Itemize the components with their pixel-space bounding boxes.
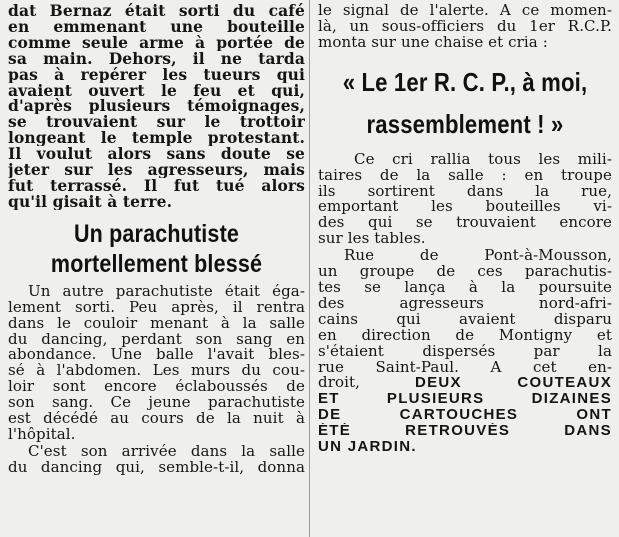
text-line: un groupe de ces parachutis-	[318, 264, 612, 280]
text-line: cains qui avaient disparu	[318, 311, 612, 328]
text-line: abondance. Une balle l'avait bles-	[8, 347, 305, 364]
text-line: monta sur une chaise et cria :	[318, 34, 548, 51]
text-line: Ce cri rallia tous les mili-	[354, 151, 612, 168]
text-line: le signal de l'alerte. A ce momen-	[318, 3, 612, 19]
quote-headline	[318, 65, 612, 141]
left-closing-paragraph	[8, 444, 305, 476]
caps-line: ÉTÉ RETROUVÉS DANS	[318, 423, 612, 440]
right-intro-paragraph	[318, 3, 612, 51]
text-line: pas à repérer les tueurs qui	[8, 66, 305, 83]
text-line: loir sont encore éclaboussés de	[8, 379, 305, 396]
text-line: jeter sur les agresseurs, mais	[8, 162, 305, 178]
text-line: dans le couloir menant à la salle	[8, 315, 305, 332]
text-line: là, un sous-officiers du 1er R.C.P.	[318, 18, 612, 35]
left-intro-paragraph	[8, 3, 305, 210]
text-line: se trouvaient sur le trottoir	[8, 114, 305, 131]
subheadline	[8, 219, 305, 279]
text-line: des agresseurs nord-afri-	[318, 295, 612, 312]
text-line: en emmenant une bouteille	[8, 18, 305, 35]
rally-paragraph	[318, 152, 612, 247]
text-line: en direction de Montigny et	[318, 327, 612, 344]
text-line: est décédé au cours de la nuit à	[8, 411, 305, 427]
text-line: C'est son arrivée dans la salle	[28, 443, 305, 460]
text-line: s'étaient dispersés par la	[318, 343, 612, 360]
right-column	[318, 0, 612, 455]
text-line: lement sorti. Peu après, il rentra	[8, 299, 305, 316]
text-line: l'hôpital.	[8, 426, 76, 443]
caps-line: ET PLUSIEURS DIZAINES	[318, 391, 612, 408]
text-line: Il voulut alors sans doute se	[8, 146, 305, 163]
text-line: ils sortirent dans la rue,	[318, 183, 612, 200]
text-line: tes se lança à la poursuite	[318, 279, 612, 296]
text-line: Un autre parachutiste était éga-	[28, 283, 305, 300]
left-column	[8, 0, 305, 476]
subheadline-line: mortellement blessé	[50, 249, 263, 278]
street-paragraph	[318, 248, 612, 391]
text-line: longeant le temple protestant.	[8, 130, 305, 147]
text-line: dat Bernaz était sorti du café	[8, 3, 305, 19]
quote-headline-line: rassemblement ! »	[366, 108, 564, 139]
text-line: rue Saint-Paul. A cet en-	[318, 359, 612, 376]
text-line: du dancing qui, semble-t-il, donna	[8, 459, 305, 476]
text-line: qu'il gisait à terre.	[8, 193, 173, 210]
column-rule	[309, 0, 310, 537]
left-body-paragraph	[8, 284, 305, 443]
caps-line: UN JARDIN.	[318, 439, 417, 455]
text-line: du dancing, perdant son sang en	[8, 331, 305, 348]
text-line: sur les tables.	[318, 231, 426, 248]
text-line: sa main. Dehors, il ne tarda	[8, 50, 305, 67]
text-line: emportant les bouteilles vi-	[318, 199, 612, 216]
text-line	[318, 375, 612, 391]
text-line: fut terrassé. Il fut tué alors	[8, 177, 305, 194]
subheadline-line: Un parachutiste	[73, 219, 240, 248]
findings-caps-paragraph	[318, 391, 612, 455]
text-line: Rue de Pont-à-Mousson,	[344, 248, 612, 265]
quote-headline-line: « Le 1er R. C. P., à moi,	[342, 66, 588, 97]
emphasis-caps: DEUX COUTEAUX	[414, 375, 612, 392]
text-fragment: droit,	[318, 375, 360, 392]
text-line: des qui se trouvaient encore	[318, 215, 612, 232]
text-line: avaient ouvert le feu et qui,	[8, 82, 305, 99]
text-line: taires de la salle : en troupe	[318, 167, 612, 184]
caps-line: DE CARTOUCHES ONT	[318, 407, 612, 424]
text-line: comme seule arme à portée de	[8, 34, 305, 51]
text-line: d'après plusieurs témoignages,	[8, 98, 305, 115]
text-line: son sang. Ce jeune parachutiste	[8, 395, 305, 412]
text-line: sé à l'abdomen. Les murs du cou-	[8, 363, 305, 380]
